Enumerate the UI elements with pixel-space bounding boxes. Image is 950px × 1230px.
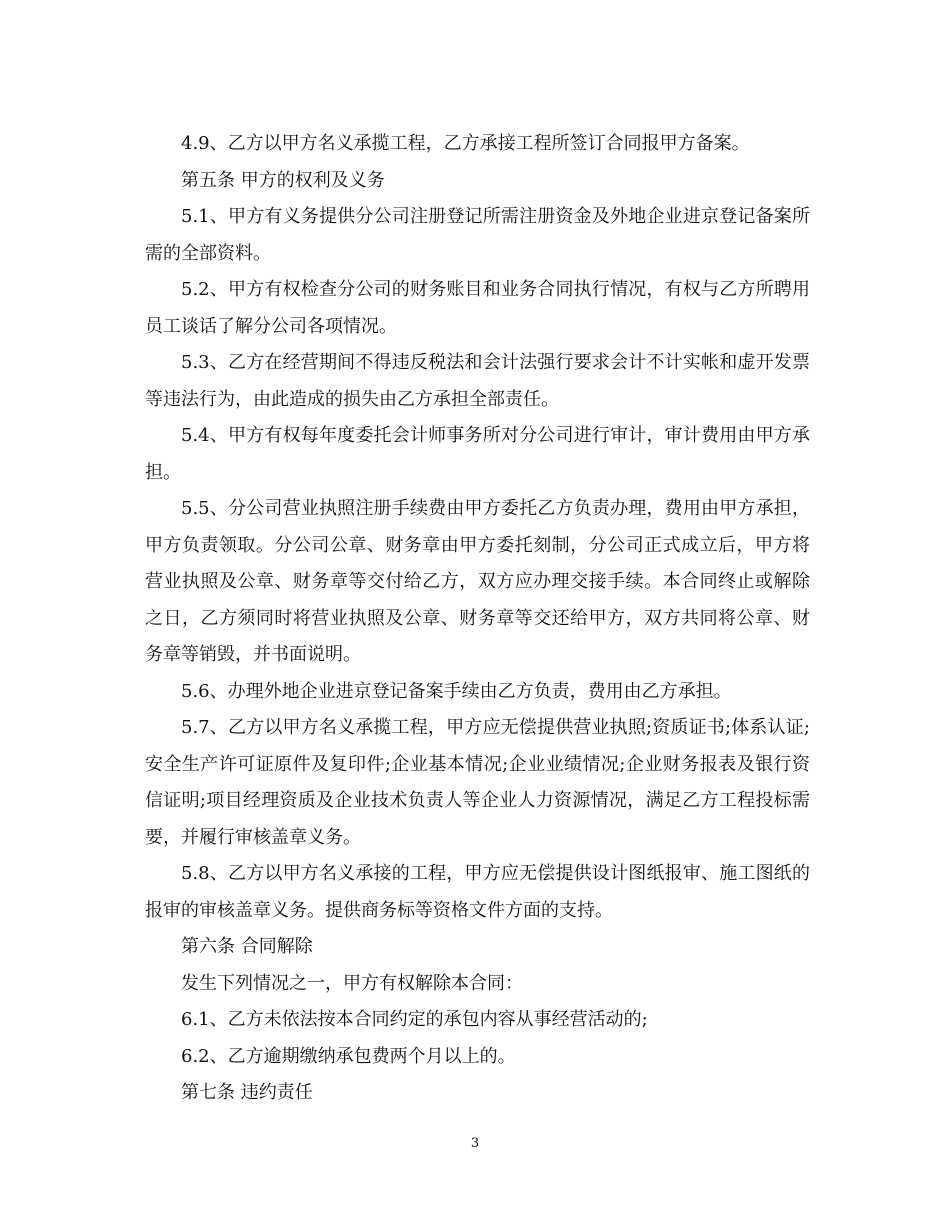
clause-6-2: 6.2、乙方逾期缴纳承包费两个月以上的。: [181, 1045, 516, 1067]
clause-6-1: 6.1、乙方未依法按本合同约定的承包内容从事经营活动的;: [181, 1009, 648, 1030]
clause-5-6: 5.6、办理外地企业进京登记备案手续由乙方负责，费用由乙方承担。: [181, 680, 732, 702]
clause-5-2: 5.2、甲方有权检查分公司的财务账目和业务合同执行情况，有权与乙方所聘用员工谈话了解分公司各项情况。: [145, 279, 810, 337]
document-body: [145, 126, 810, 1112]
article-6-heading: 第六条 合同解除: [181, 936, 313, 957]
clause-5-3: 5.3、乙方在经营期间不得违反税法和会计法强行要求会计不计实帐和虚开发票等违法行为，由此造成的损失由乙方承担全部责任。: [145, 352, 810, 410]
clause-5-7: 5.7、乙方以甲方名义承揽工程，甲方应无偿提供营业执照;资质证书;体系认证;安全生产许可证原件及复印件;企业基本情况;企业业绩情况;企业财务报表及银行资信证明;项目经理资质及企业技术负责人等企业人力资源情况，满足乙方工程投标需要，并履行审核盖章义务。: [145, 717, 810, 848]
clause-5-5: 5.5、分公司营业执照注册手续费由甲方委托乙方负责办理，费用由甲方承担，甲方负责领取。分公司公章、财务章由甲方委托刻制，分公司正式成立后，甲方将营业执照及公章、财务章等交付给乙方，双方应办理交接手续。本合同终止或解除之日，乙方须同时将营业执照及公章、财务章等交还给甲方，双方共同将公章、财务章等销毁，并书面说明。: [145, 498, 810, 665]
article-7-heading: 第七条 违约责任: [181, 1082, 313, 1103]
clause-4-9: 4.9、乙方以甲方名义承揽工程，乙方承接工程所签订合同报甲方备案。: [181, 133, 750, 154]
page-number: 3: [470, 1136, 480, 1151]
termination-intro: 发生下列情况之一，甲方有权解除本合同：: [181, 972, 523, 994]
clause-5-1: 5.1、甲方有义务提供分公司注册登记所需注册资金及外地企业进京登记备案所需的全部资料。: [145, 206, 810, 264]
clause-5-8: 5.8、乙方以甲方名义承接的工程，甲方应无偿提供设计图纸报审、施工图纸的报审的审核盖章义务。提供商务标等资格文件方面的支持。: [145, 863, 810, 921]
clause-5-4: 5.4、甲方有权每年度委托会计师事务所对分公司进行审计，审计费用由甲方承担。: [145, 425, 810, 483]
article-5-heading: 第五条 甲方的权利及义务: [181, 169, 385, 191]
